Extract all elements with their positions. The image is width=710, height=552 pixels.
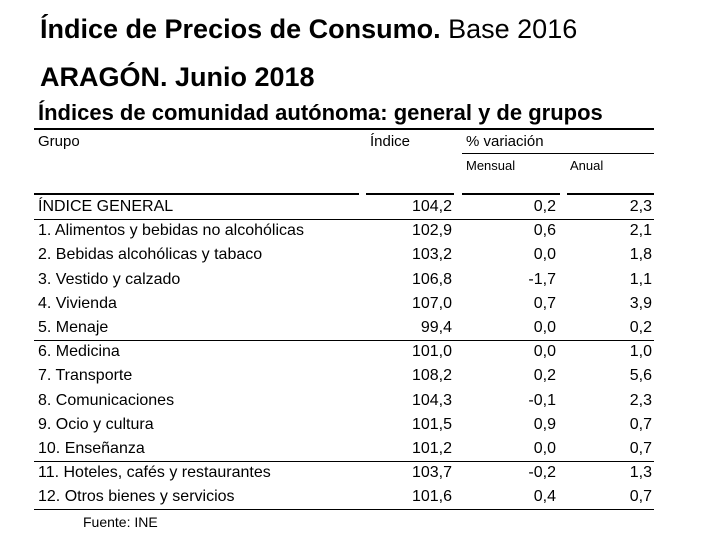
- row-index: 103,2: [411, 246, 452, 263]
- row-group: 6. Medicina: [38, 343, 120, 360]
- header-variation: % variación: [466, 133, 544, 150]
- table-bottom-rule: [34, 509, 654, 510]
- document-title: [40, 14, 577, 45]
- row-monthly: 0,0: [533, 440, 556, 457]
- row-annual: 5,6: [629, 367, 652, 384]
- row-group: 8. Comunicaciones: [38, 392, 175, 409]
- header-annual: Anual: [570, 158, 604, 173]
- row-group: 4. Vivienda: [38, 295, 117, 312]
- row-group: 1. Alimentos y bebidas no alcohólicas: [38, 222, 304, 239]
- header-group: Grupo: [38, 133, 80, 150]
- row-index: 101,2: [411, 440, 452, 457]
- row-group: 2. Bebidas alcohólicas y tabaco: [38, 246, 263, 263]
- header-bottom-rule-index: [366, 193, 454, 195]
- row-monthly: 0,9: [533, 416, 556, 433]
- separator-rule: [34, 340, 654, 341]
- row-group: 5. Menaje: [38, 319, 109, 336]
- document-subtitle: ARAGÓN. Junio 2018: [40, 62, 315, 92]
- row-annual: 3,9: [629, 295, 652, 312]
- header-bottom-rule-monthly: [462, 193, 560, 195]
- row-annual: 1,1: [629, 271, 652, 288]
- row-group: 7. Transporte: [38, 367, 133, 384]
- row-index: 101,0: [411, 343, 452, 360]
- row-annual: 0,2: [629, 319, 652, 336]
- row-index: 99,4: [420, 319, 452, 336]
- row-annual: 0,7: [629, 416, 652, 433]
- row-index: 108,2: [411, 367, 452, 384]
- row-group: 9. Ocio y cultura: [38, 416, 154, 433]
- row-index: 104,3: [411, 392, 452, 409]
- row-group: 12. Otros bienes y servicios: [38, 488, 235, 505]
- row-annual: 2,3: [629, 198, 652, 215]
- row-annual: 0,7: [629, 488, 652, 505]
- header-bottom-rule-annual: [567, 193, 654, 195]
- row-group: 3. Vestido y calzado: [38, 271, 181, 288]
- row-index: 102,9: [411, 222, 452, 239]
- row-monthly: 0,7: [533, 295, 556, 312]
- row-group: 10. Enseñanza: [38, 440, 145, 457]
- row-index: 103,7: [411, 464, 452, 481]
- separator-rule: [34, 461, 654, 462]
- header-index: Índice: [370, 133, 411, 150]
- header-bottom-rule-group: [34, 193, 359, 195]
- row-index: 101,5: [411, 416, 452, 433]
- row-monthly: -0,2: [528, 464, 556, 481]
- row-group: ÍNDICE GENERAL: [38, 198, 174, 215]
- section-title: Índices de comunidad autónoma: general y de grupos: [38, 100, 603, 125]
- source-note: Fuente: INE: [83, 514, 158, 530]
- row-annual: 1,3: [629, 464, 652, 481]
- row-monthly: 0,0: [533, 246, 556, 263]
- row-index: 101,6: [411, 488, 452, 505]
- row-annual: 0,7: [629, 440, 652, 457]
- row-annual: 2,1: [629, 222, 652, 239]
- title-base: Base 2016: [448, 14, 578, 44]
- row-monthly: 0,4: [533, 488, 556, 505]
- row-annual: 1,0: [629, 343, 652, 360]
- row-monthly: 0,0: [533, 319, 556, 336]
- row-monthly: 0,2: [533, 367, 556, 384]
- title-main: Índice de Precios de Consumo.: [40, 14, 441, 44]
- row-monthly: -0,1: [528, 392, 556, 409]
- row-annual: 1,8: [629, 246, 652, 263]
- variation-sub-rule: [462, 153, 654, 154]
- header-monthly: Mensual: [466, 158, 516, 173]
- row-group: 11. Hoteles, cafés y restaurantes: [38, 464, 271, 481]
- header-top-rule: [34, 128, 654, 130]
- row-annual: 2,3: [629, 392, 652, 409]
- row-index: 104,2: [411, 198, 452, 215]
- row-monthly: -1,7: [528, 271, 556, 288]
- row-monthly: 0,0: [533, 343, 556, 360]
- row-index: 107,0: [411, 295, 452, 312]
- row-index: 106,8: [411, 271, 452, 288]
- separator-rule: [34, 219, 654, 220]
- row-monthly: 0,2: [533, 198, 556, 215]
- row-monthly: 0,6: [533, 222, 556, 239]
